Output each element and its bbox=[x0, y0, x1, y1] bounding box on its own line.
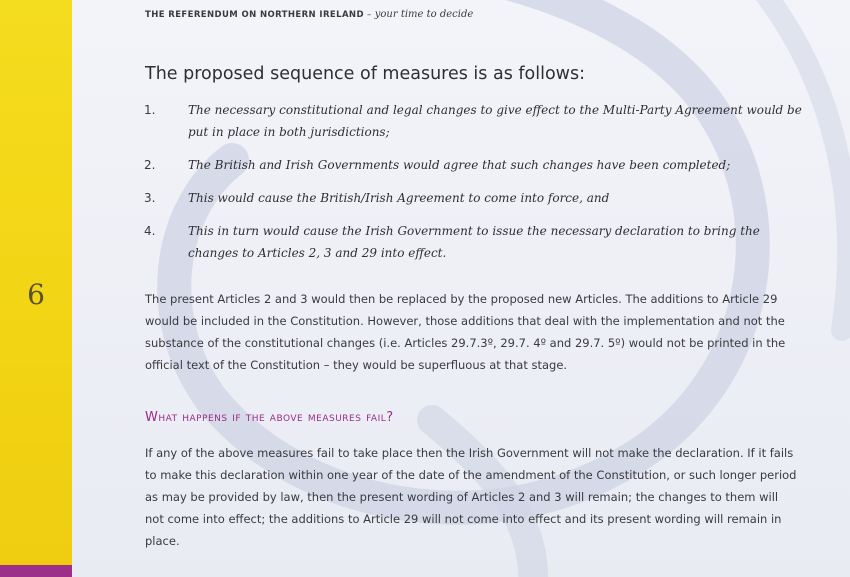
running-header bbox=[145, 9, 473, 20]
section-heading: The proposed sequence of measures is as follows: bbox=[145, 64, 586, 84]
header-title: THE REFERENDUM ON NORTHERN IRELAND bbox=[145, 10, 364, 20]
item-text: The necessary constitutional and legal changes to give effect to the Multi-Party Agreement would be put in place in both jurisdictions; bbox=[188, 103, 802, 139]
measures-list bbox=[144, 103, 804, 279]
sidebar-purple-strip bbox=[0, 565, 72, 577]
fail-section-title bbox=[145, 410, 394, 425]
document-page bbox=[72, 0, 850, 577]
articles-paragraph: The present Articles 2 and 3 would then be replaced by the proposed new Articles. The additions to Article 29 would be included in the Constitution. However, those additions that deal with the implementation and not the substance of the constitutional changes (i.e. Articles 29.7.3º, 29.7. 4º and 29.7. 5º) would not be printed in the official text of the Constitution – they would be superfluous at that stage. bbox=[145, 292, 786, 372]
item-number: 3. bbox=[144, 191, 156, 205]
item-number: 2. bbox=[144, 158, 156, 172]
fail-paragraph: If any of the above measures fail to take place then the Irish Government will not make the declaration. If it fails to make this declaration within one year of the date of the amendment of the Constitution, or such longer period as may be provided by law, then the present wording of Articles 2 and 3 will remain; the changes to them will not come into effect; the additions to Article 29 will not come into effect and its present wording will remain in place. bbox=[145, 446, 797, 548]
item-number: 4. bbox=[144, 224, 156, 238]
header-tagline: your time to decide bbox=[374, 9, 474, 20]
list-item bbox=[144, 103, 804, 143]
item-number: 1. bbox=[144, 103, 156, 117]
list-item bbox=[144, 224, 804, 264]
item-text: This would cause the British/Irish Agreement to come into force, and bbox=[188, 191, 610, 205]
list-item bbox=[144, 191, 804, 209]
item-text: This in turn would cause the Irish Government to issue the necessary declaration to bring the changes to Articles 2, 3 and 29 into effect. bbox=[188, 224, 760, 260]
header-separator: – bbox=[363, 10, 375, 20]
page-number: 6 bbox=[27, 278, 45, 311]
fail-section-title-text: What happens if the above measures fail? bbox=[145, 410, 394, 425]
item-text: The British and Irish Governments would agree that such changes have been completed; bbox=[188, 158, 731, 172]
list-item bbox=[144, 158, 804, 176]
